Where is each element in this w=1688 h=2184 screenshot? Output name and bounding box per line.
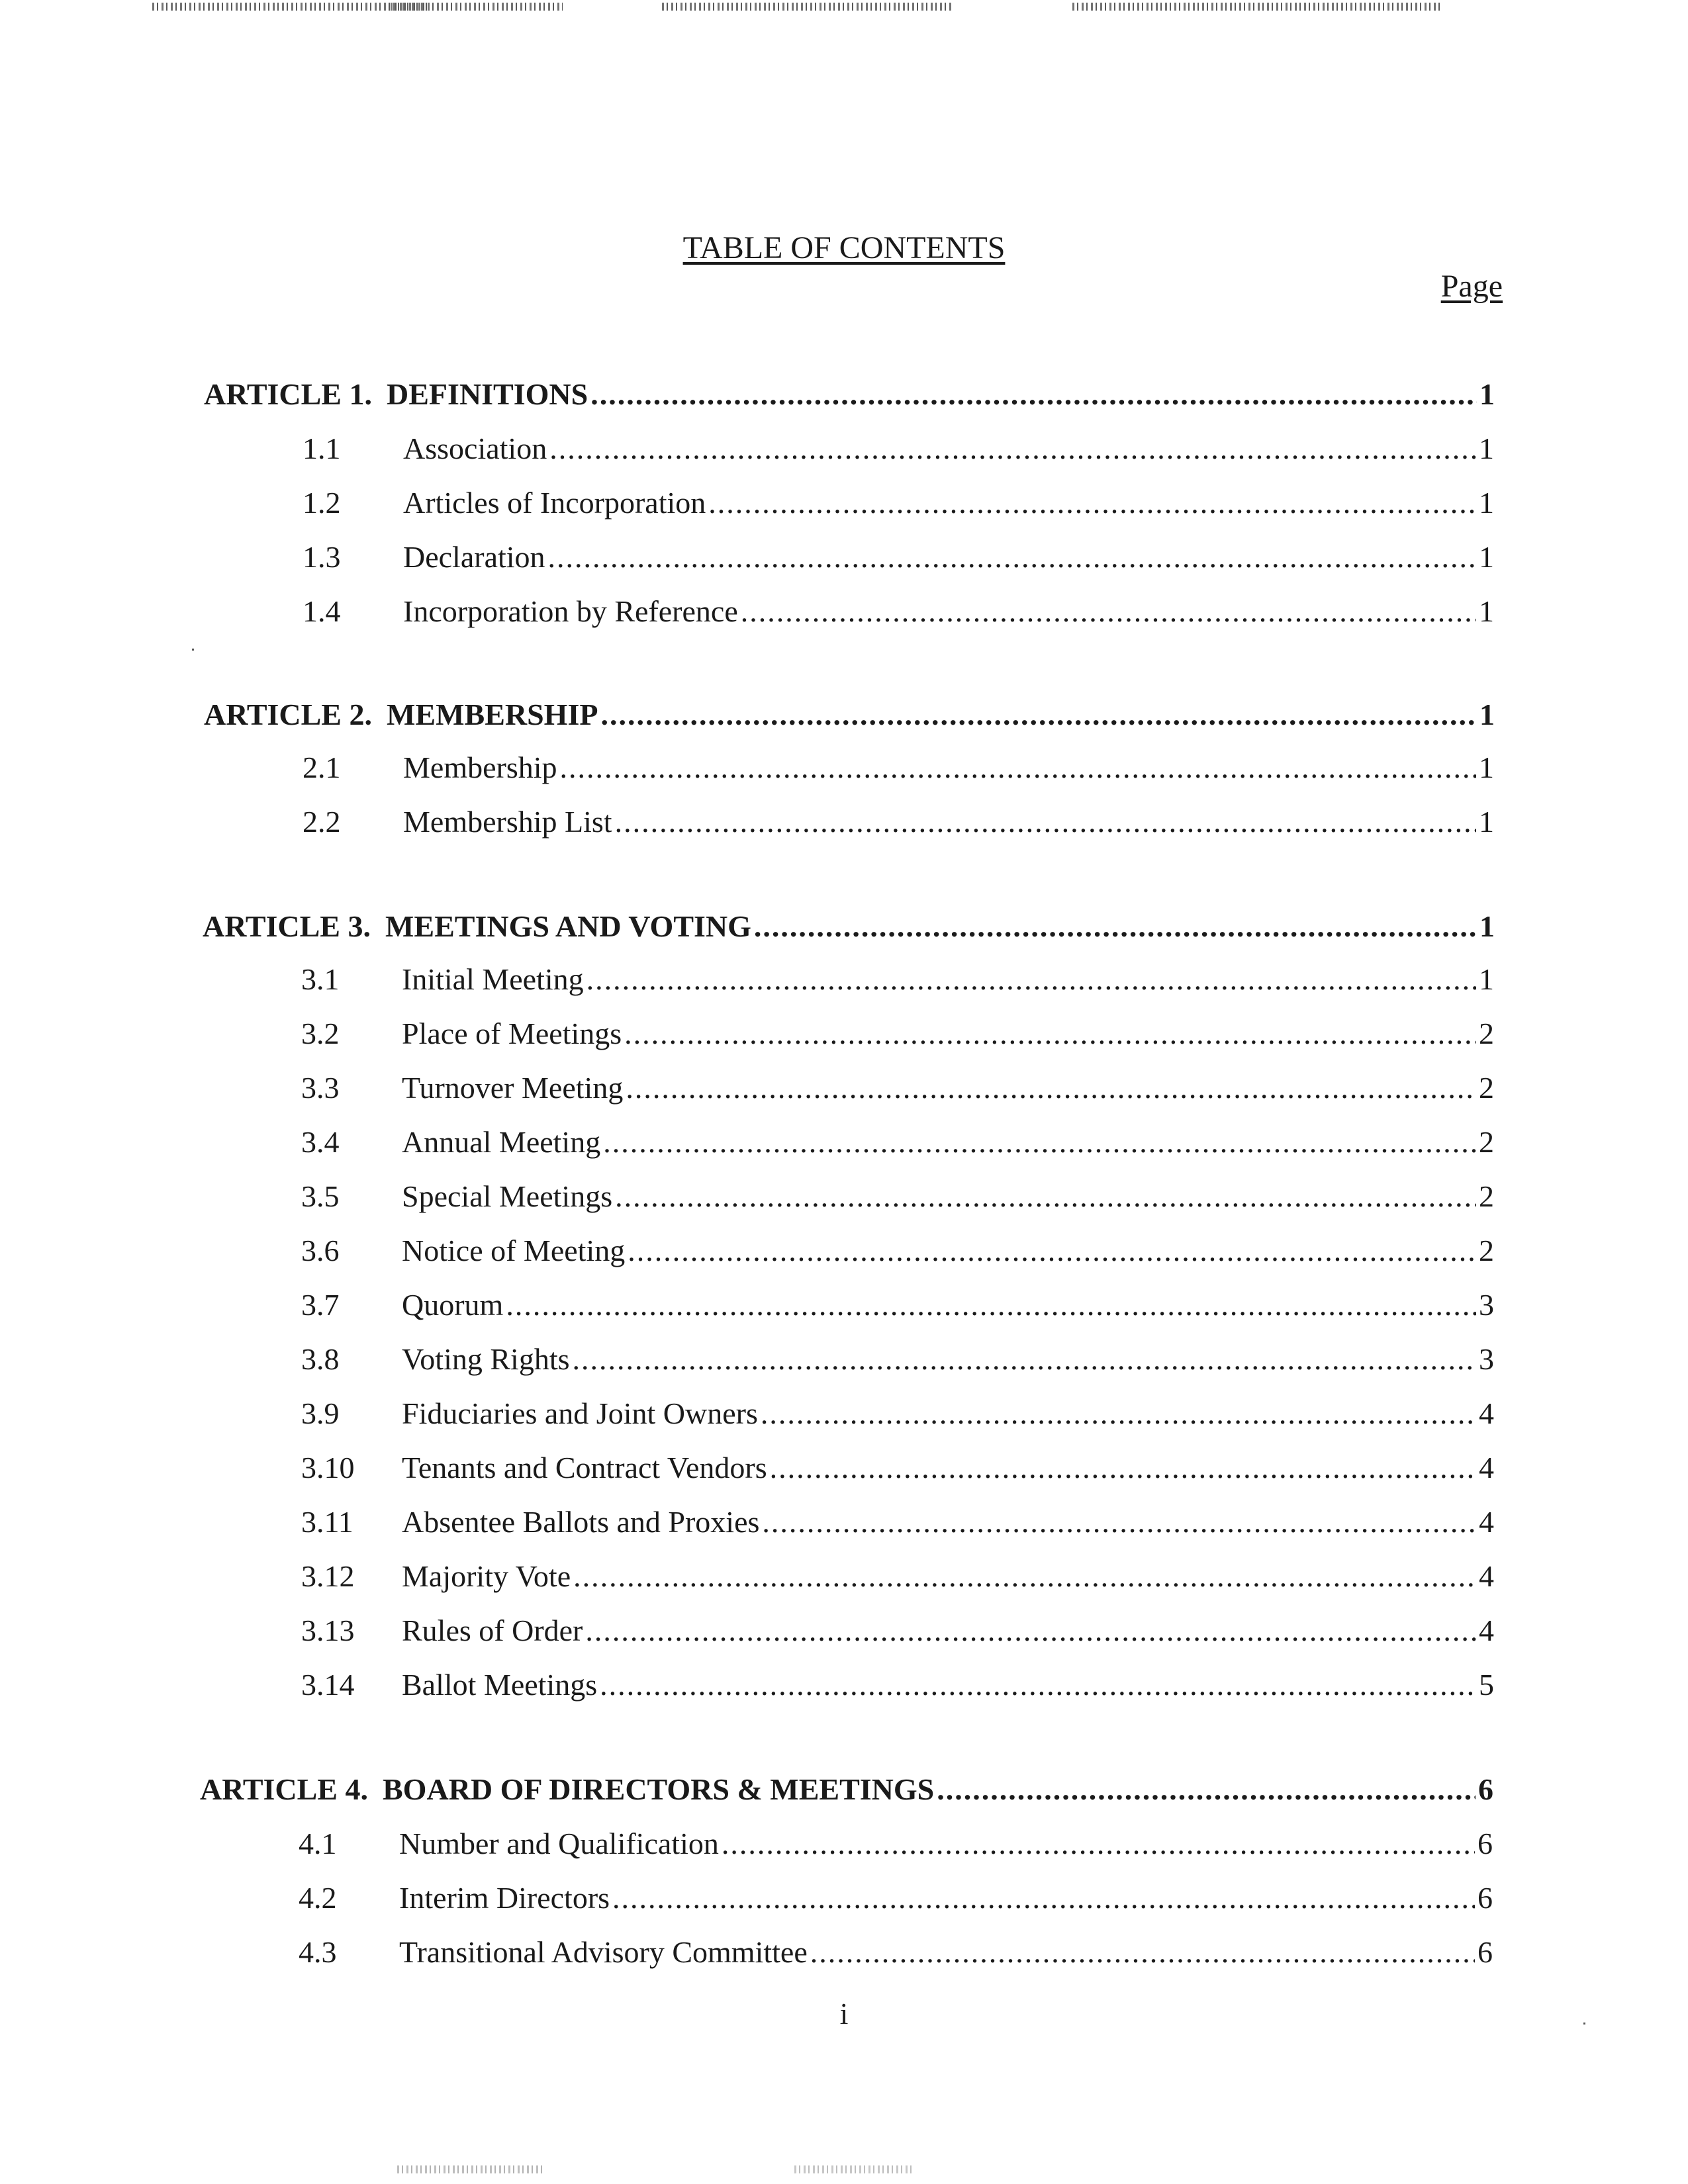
toc-section bbox=[301, 1449, 1494, 1486]
section-number: 3.10 bbox=[301, 1451, 355, 1484]
section-number: 1.2 bbox=[303, 486, 341, 520]
section-page: 1 bbox=[1479, 486, 1494, 520]
section-title: Place of Meetings bbox=[402, 1017, 622, 1050]
toc-section bbox=[303, 484, 1494, 522]
section-page: 4 bbox=[1479, 1451, 1494, 1484]
section-page: 6 bbox=[1477, 1881, 1493, 1915]
section-page: 1 bbox=[1479, 805, 1494, 839]
section-number: 3.9 bbox=[301, 1396, 340, 1430]
section-title: Membership List bbox=[403, 805, 612, 839]
section-title: Voting Rights bbox=[402, 1342, 570, 1376]
toc-section bbox=[301, 1666, 1494, 1704]
section-page: 2 bbox=[1479, 1125, 1494, 1159]
section-number: 3.8 bbox=[301, 1342, 340, 1376]
section-title: Interim Directors bbox=[399, 1881, 610, 1915]
section-page: 1 bbox=[1479, 432, 1494, 465]
toc-section bbox=[301, 1287, 1494, 1324]
toc-section bbox=[301, 1504, 1494, 1541]
toc-section bbox=[303, 749, 1494, 786]
section-title: Notice of Meeting bbox=[402, 1234, 626, 1267]
section-page: 4 bbox=[1479, 1614, 1494, 1647]
dot-leader bbox=[754, 908, 1477, 945]
article-page: 1 bbox=[1479, 698, 1495, 731]
section-page: 1 bbox=[1479, 540, 1494, 574]
section-title: Initial Meeting bbox=[402, 962, 584, 996]
section-page: 3 bbox=[1479, 1288, 1494, 1322]
section-number: 3.7 bbox=[301, 1288, 340, 1322]
section-title: Majority Vote bbox=[402, 1559, 571, 1593]
dot-leader bbox=[708, 484, 1476, 522]
toc-section bbox=[301, 1124, 1494, 1161]
dot-leader bbox=[626, 1069, 1476, 1107]
section-number: 4.3 bbox=[299, 1935, 337, 1969]
section-page: 1 bbox=[1479, 594, 1494, 628]
toc-article-2 bbox=[204, 696, 1495, 733]
dot-leader bbox=[615, 803, 1476, 841]
toc-section bbox=[301, 1341, 1494, 1378]
dot-leader bbox=[573, 1341, 1477, 1378]
section-number: 3.5 bbox=[301, 1179, 340, 1213]
toc-section bbox=[301, 1232, 1494, 1269]
toc-section bbox=[301, 1558, 1494, 1595]
section-number: 3.1 bbox=[301, 962, 340, 996]
article-number: ARTICLE 4. bbox=[200, 1772, 368, 1806]
toc-section bbox=[301, 961, 1494, 998]
section-page: 2 bbox=[1479, 1179, 1494, 1213]
section-page: 4 bbox=[1479, 1559, 1494, 1593]
section-number: 2.2 bbox=[303, 805, 341, 839]
toc-section bbox=[301, 1395, 1494, 1432]
toc-section bbox=[301, 1178, 1494, 1215]
toc-section bbox=[303, 593, 1494, 630]
section-page: 1 bbox=[1479, 962, 1494, 996]
dot-leader bbox=[585, 1612, 1476, 1649]
section-page: 2 bbox=[1479, 1234, 1494, 1267]
dot-leader bbox=[590, 376, 1477, 413]
section-title: Ballot Meetings bbox=[402, 1668, 598, 1702]
article-title: MEETINGS AND VOTING bbox=[385, 909, 751, 943]
article-number: ARTICLE 3. bbox=[203, 909, 371, 943]
toc-section bbox=[303, 803, 1494, 841]
section-title: Declaration bbox=[403, 540, 545, 574]
section-number: 3.13 bbox=[301, 1614, 355, 1647]
toc-section bbox=[299, 1825, 1493, 1862]
section-title: Fiduciaries and Joint Owners bbox=[402, 1396, 758, 1430]
toc-section bbox=[301, 1069, 1494, 1107]
section-title: Transitional Advisory Committee bbox=[399, 1935, 808, 1969]
section-page: 5 bbox=[1479, 1668, 1494, 1702]
dot-leader bbox=[810, 1934, 1475, 1971]
section-title: Absentee Ballots and Proxies bbox=[402, 1505, 760, 1539]
dot-leader bbox=[762, 1504, 1476, 1541]
toc-section bbox=[299, 1934, 1493, 1971]
dot-leader bbox=[615, 1178, 1476, 1215]
toc-section bbox=[303, 430, 1494, 467]
dot-leader bbox=[722, 1825, 1475, 1862]
dot-leader bbox=[624, 1015, 1476, 1052]
section-page: 4 bbox=[1479, 1505, 1494, 1539]
page-number: i bbox=[839, 1997, 849, 2030]
toc-article-4 bbox=[200, 1771, 1493, 1808]
article-title: BOARD OF DIRECTORS & MEETINGS bbox=[383, 1772, 935, 1806]
scan-speck bbox=[1583, 2023, 1585, 2025]
section-page: 2 bbox=[1479, 1071, 1494, 1105]
section-number: 1.3 bbox=[303, 540, 341, 574]
dot-leader bbox=[549, 430, 1476, 467]
section-number: 3.11 bbox=[301, 1505, 353, 1539]
article-number: ARTICLE 2. bbox=[204, 698, 372, 731]
toc-section bbox=[299, 1880, 1493, 1917]
dot-leader bbox=[761, 1395, 1476, 1432]
scan-artifact-bottom bbox=[0, 2163, 1688, 2175]
section-number: 2.1 bbox=[303, 751, 341, 784]
section-number: 3.2 bbox=[301, 1017, 340, 1050]
dot-leader bbox=[937, 1771, 1476, 1808]
toc-article-3 bbox=[203, 908, 1495, 945]
dot-leader bbox=[586, 961, 1476, 998]
section-number: 3.14 bbox=[301, 1668, 355, 1702]
section-number: 4.2 bbox=[299, 1881, 337, 1915]
section-page: 3 bbox=[1479, 1342, 1494, 1376]
article-title: MEMBERSHIP bbox=[387, 698, 598, 731]
dot-leader bbox=[612, 1880, 1475, 1917]
page-column-heading: Page bbox=[1440, 269, 1503, 304]
section-title: Turnover Meeting bbox=[402, 1071, 624, 1105]
dot-leader bbox=[603, 1124, 1476, 1161]
article-page: 1 bbox=[1479, 909, 1495, 943]
article-page: 6 bbox=[1478, 1772, 1493, 1806]
section-title: Incorporation by Reference bbox=[403, 594, 738, 628]
section-page: 6 bbox=[1477, 1827, 1493, 1860]
section-number: 3.3 bbox=[301, 1071, 340, 1105]
dot-leader bbox=[770, 1449, 1476, 1486]
table-of-contents bbox=[199, 0, 1496, 2184]
article-page: 1 bbox=[1479, 377, 1495, 411]
toc-section bbox=[301, 1612, 1494, 1649]
toc-article-1 bbox=[204, 376, 1495, 413]
section-page: 4 bbox=[1479, 1396, 1494, 1430]
dot-leader bbox=[573, 1558, 1476, 1595]
section-title: Association bbox=[403, 432, 547, 465]
section-number: 1.4 bbox=[303, 594, 341, 628]
section-title: Membership bbox=[403, 751, 557, 784]
section-title: Special Meetings bbox=[402, 1179, 613, 1213]
section-title: Quorum bbox=[402, 1288, 504, 1322]
section-number: 3.6 bbox=[301, 1234, 340, 1267]
section-number: 3.4 bbox=[301, 1125, 340, 1159]
section-page: 6 bbox=[1477, 1935, 1493, 1969]
dot-leader bbox=[600, 1666, 1476, 1704]
article-title: DEFINITIONS bbox=[387, 377, 588, 411]
section-title: Annual Meeting bbox=[402, 1125, 601, 1159]
dot-leader bbox=[741, 593, 1476, 630]
section-page: 2 bbox=[1479, 1017, 1494, 1050]
toc-section bbox=[303, 539, 1494, 576]
section-number: 3.12 bbox=[301, 1559, 355, 1593]
toc-section bbox=[301, 1015, 1494, 1052]
section-title: Articles of Incorporation bbox=[403, 486, 706, 520]
section-title: Number and Qualification bbox=[399, 1827, 719, 1860]
dot-leader bbox=[560, 749, 1476, 786]
dot-leader bbox=[628, 1232, 1476, 1269]
article-number: ARTICLE 1. bbox=[204, 377, 372, 411]
section-title: Tenants and Contract Vendors bbox=[402, 1451, 767, 1484]
section-number: 1.1 bbox=[303, 432, 341, 465]
dot-leader bbox=[548, 539, 1476, 576]
section-number: 4.1 bbox=[299, 1827, 337, 1860]
dot-leader bbox=[506, 1287, 1476, 1324]
scan-speck bbox=[192, 649, 194, 651]
dot-leader bbox=[600, 696, 1477, 733]
section-page: 1 bbox=[1479, 751, 1494, 784]
section-title: Rules of Order bbox=[402, 1614, 583, 1647]
toc-title: TABLE OF CONTENTS bbox=[682, 230, 1006, 265]
